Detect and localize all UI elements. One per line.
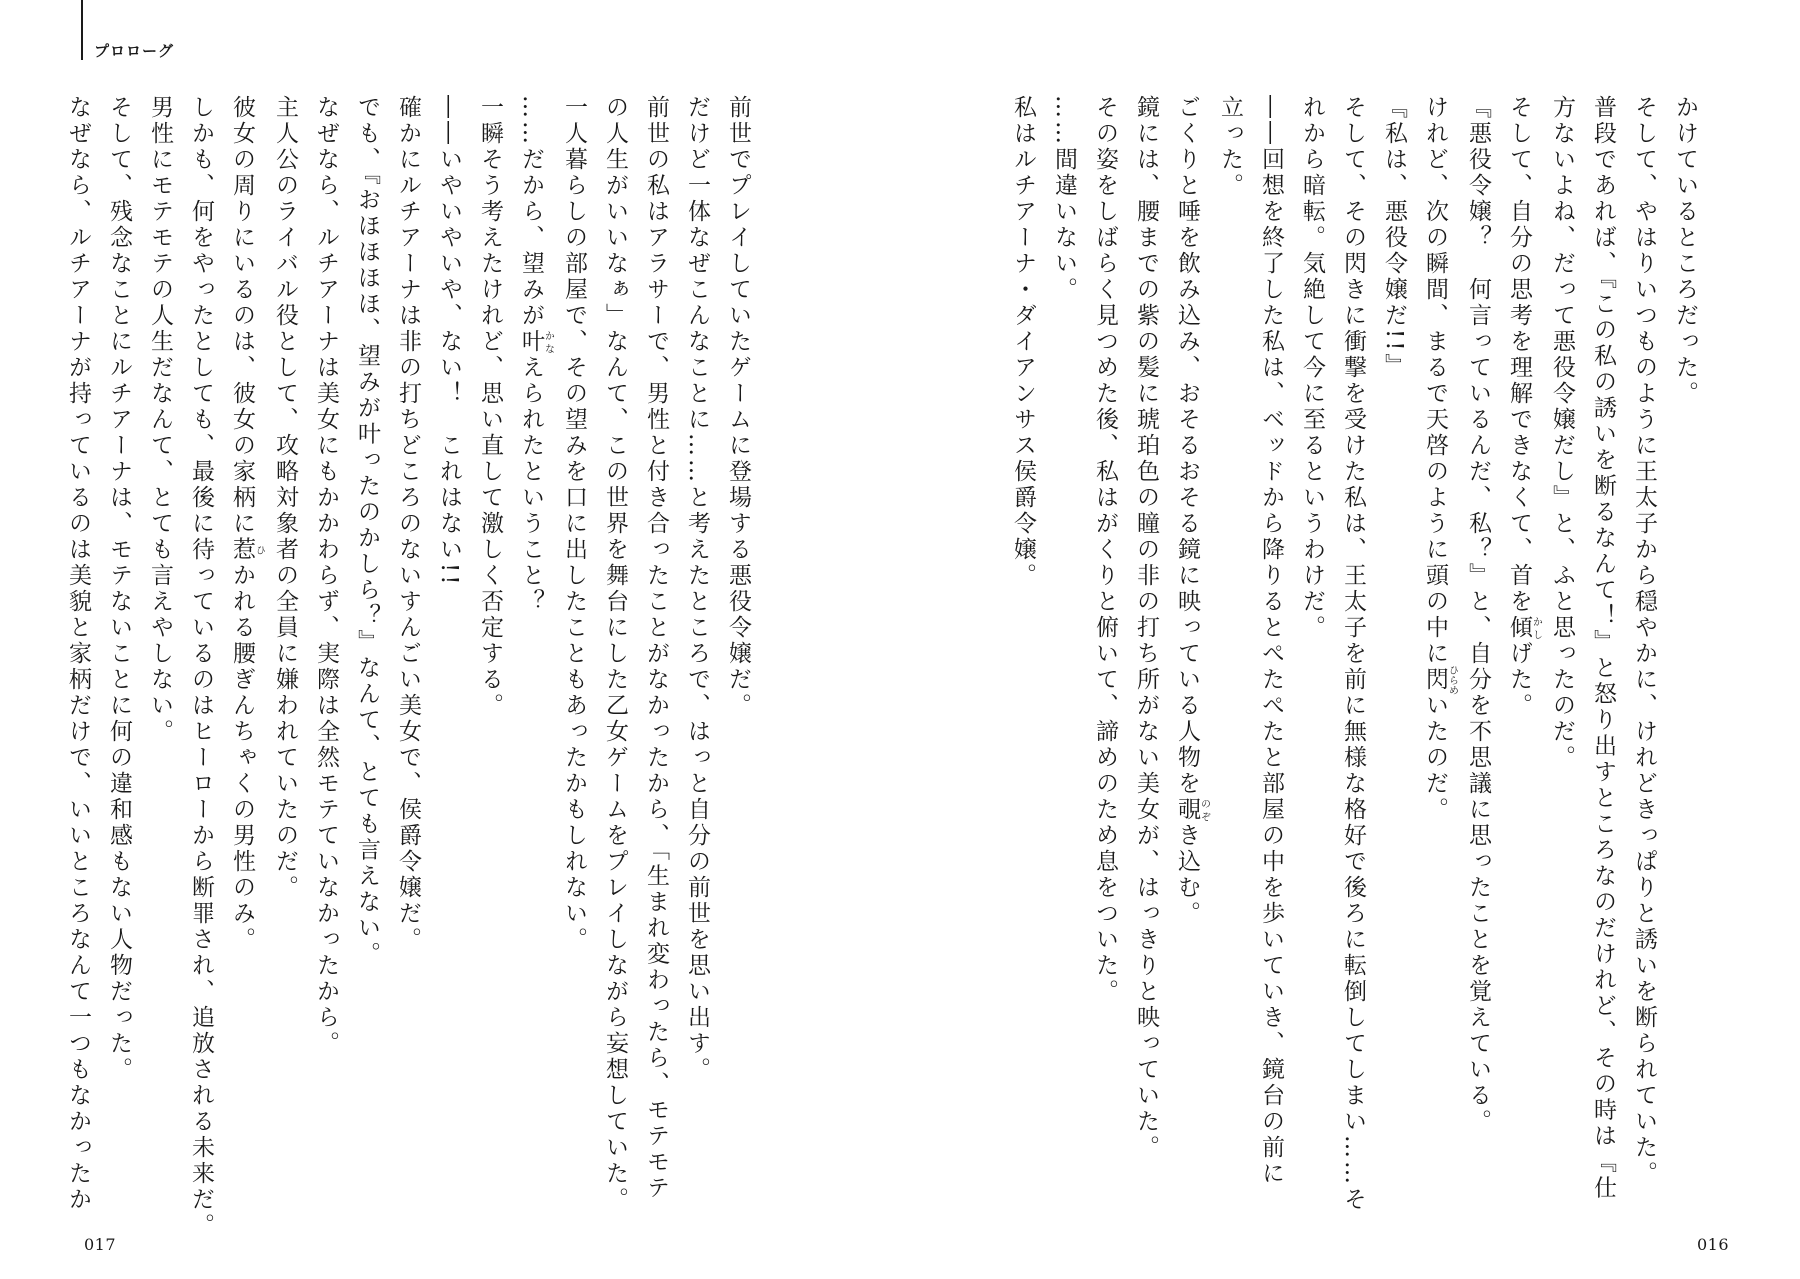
text-line: けれど、次の瞬間、まるで天啓のように頭の中に閃ひらめいたのだ。 [1422, 95, 1458, 823]
text-line: 男性にモテモテの人生だなんて、とても言えやしない。 [147, 95, 173, 745]
text-line: 一人暮らしの部屋で、その望みを口に出したこともあったかもしれない。 [561, 95, 587, 953]
page-number-right: 016 [1697, 1235, 1730, 1254]
text-line: そして、残念なことにルチアーナは、モテないことに何の違和感もない人物だった。 [106, 95, 132, 1083]
left-page-text [65, 95, 758, 1239]
text-line: しかも、何をやったとしても、最後に待っているのはヒーローから断罪され、追放される未来だ。 [188, 95, 214, 1239]
text-line: 立った。 [1217, 95, 1243, 199]
header-rule [81, 0, 83, 60]
text-line: 前世でプレイしていたゲームに登場する悪役令嬢だ。 [725, 95, 751, 719]
text-line: 『悪役令嬢？ 何言っているんだ、私？』と、自分を不思議に思ったことを覚えている。 [1465, 95, 1491, 1135]
text-line: でも、『おほほほほ、望みが叶ったのかしら？』なんて、とても言えない。 [354, 95, 380, 968]
text-line: なぜなら、ルチアーナは美女にもかかわらず、実際は全然モテていなかったから。 [313, 95, 339, 1057]
text-line: 私はルチアーナ・ダイアンサス侯爵令嬢。 [1010, 95, 1036, 589]
text-line: れから暗転。気絶して今に至るというわけだ。 [1299, 95, 1325, 641]
text-line: ……間違いない。 [1051, 95, 1077, 303]
text-line: そして、やはりいつものように王太子から穏やかに、けれどきっぱりと誘いを断られていた。 [1631, 95, 1657, 1187]
ruby-reading: ひ [253, 537, 265, 563]
text-line: 彼女の周りにいるのは、彼女の家柄に惹ひかれる腰ぎんちゃくの男性のみ。 [229, 95, 265, 953]
text-line: そして、その閃きに衝撃を受けた私は、王太子を前に無様な格好で後ろに転倒してしまい……そ [1340, 95, 1366, 1213]
text-line: 方ないよね、だって悪役令嬢だし』と、ふと思ったのだ。 [1549, 95, 1575, 771]
text-line: なぜなら、ルチアーナが持っているのは美貌と家柄だけで、いいところなんて一つもなかったか [65, 95, 91, 1213]
ruby-reading: ひらめ [1446, 665, 1458, 695]
text-line: ……だから、望みが叶かなえられたということ？ [518, 95, 554, 615]
text-line: 鏡には、腰までの紫の髪に琥珀色の瞳の非の打ち所がない美女が、はっきりと映っていた。 [1133, 95, 1159, 1161]
text-line: 『私は、悪役令嬢だ!!』 [1381, 95, 1407, 380]
ruby-reading: かし [1530, 615, 1542, 641]
ruby-reading: のぞ [1198, 797, 1210, 823]
text-line: ごくりと唾を飲み込み、おそるおそる鏡に映っている人物を覗のぞき込む。 [1174, 95, 1210, 927]
ruby-reading: かな [542, 329, 554, 355]
text-line: 普段であれば、『この私の誘いを断るなんて！』と怒り出すところなのだけれど、その時は『仕 [1590, 95, 1616, 1202]
text-line: かけているところだった。 [1672, 95, 1698, 407]
text-line: そして、自分の思考を理解できなくて、首を傾かしげた。 [1506, 95, 1542, 719]
text-line: だけど一体なぜこんなことに……と考えたところで、はっと自分の前世を思い出す。 [684, 95, 710, 1083]
text-line: 確かにルチアーナは非の打ちどころのないすんごい美女で、侯爵令嬢だ。 [395, 95, 421, 953]
text-line: の人生がいいなぁ」なんて、この世界を舞台にした乙女ゲームをプレイしながら妄想していた。 [602, 95, 628, 1213]
chapter-title: プロローグ [94, 42, 175, 60]
text-line: 主人公のライバル役として、攻略対象者の全員に嫌われていたのだ。 [272, 95, 298, 901]
text-line: 前世の私はアラサーで、男性と付き合ったことがなかったから、「生まれ変わったら、モテモテ [643, 95, 669, 1202]
text-line: ――回想を終了した私は、ベッドから降りるとぺたぺたと部屋の中を歩いていき、鏡台の前に [1258, 95, 1284, 1187]
page-number-left: 017 [84, 1235, 117, 1254]
text-line: 一瞬そう考えたけれど、思い直して激しく否定する。 [477, 95, 503, 719]
text-line: その姿をしばらく見つめた後、私はがくりと俯いて、諦めのため息をついた。 [1092, 95, 1118, 1005]
right-page-text [937, 95, 1705, 1213]
text-line: ――いやいやいや、ない！ これはない!! [436, 95, 462, 588]
